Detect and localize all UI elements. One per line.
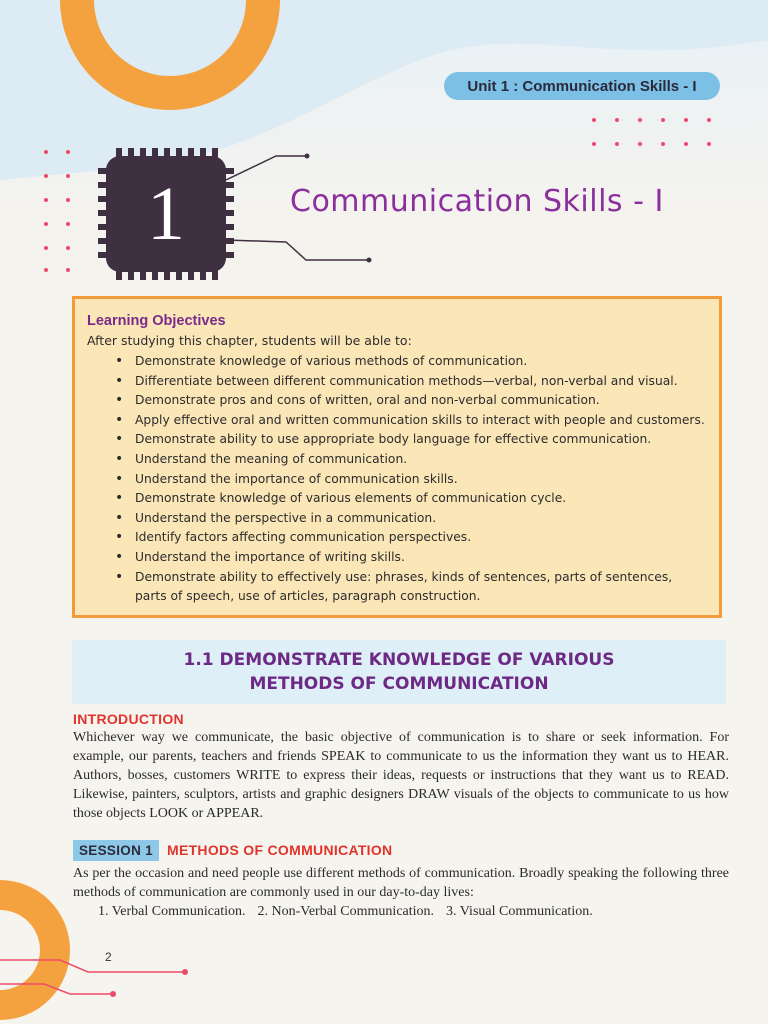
left-dot-grid-decoration <box>44 150 84 280</box>
objective-item: • Demonstrate knowledge of various elements of communication cycle. <box>115 489 707 509</box>
objective-item: • Demonstrate pros and cons of written, oral and non-verbal communication. <box>115 391 707 411</box>
section-heading-line-2: METHODS OF COMMUNICATION <box>249 674 549 694</box>
introduction-heading: INTRODUCTION <box>73 711 184 727</box>
objective-item: • Differentiate between different communication methods—verbal, non-verbal and visual. <box>115 372 707 392</box>
unit-label-pill <box>444 72 720 100</box>
section-heading-line-1: 1.1 DEMONSTRATE KNOWLEDGE OF VARIOUS <box>183 650 615 670</box>
section-heading-band <box>72 640 726 704</box>
introduction-paragraph: Whichever way we communicate, the basic objective of communication is to share or seek information. For example, our parents, teachers and friends SPEAK to communicate to us the information they want us to HEAR. Authors, bosses, customers WRITE to express their ideas, requests or instructions that they want us to READ. Likewise, painters, sculptors, artists and graphic designers DRAW visuals of the objects to communicate to us how those objects LOOK or APPEAR. <box>73 730 729 821</box>
methods-list <box>98 904 593 920</box>
session-title: METHODS OF COMMUNICATION <box>166 842 393 858</box>
objective-item: • Identify factors affecting communication perspectives. <box>115 528 707 548</box>
bottom-circuit-decoration <box>0 940 200 1010</box>
chapter-number-chip <box>98 148 234 280</box>
objective-item: • Apply effective oral and written communication skills to interact with people and customers. <box>115 411 707 431</box>
objectives-title: Learning Objectives <box>87 313 226 329</box>
chapter-number: 1 <box>147 171 185 256</box>
method-item: 1. Verbal Communication. <box>98 904 246 919</box>
chapter-title: Communication Skills - I <box>290 184 664 219</box>
objective-item: • Demonstrate ability to effectively use: phrases, kinds of sentences, parts of sentences, parts of speech, use of articles, paragraph construction. <box>115 568 707 607</box>
objective-item: • Understand the importance of communication skills. <box>115 470 707 490</box>
learning-objectives-box <box>72 296 722 618</box>
session-badge: SESSION 1 <box>73 840 159 861</box>
objectives-intro: After studying this chapter, students will be able to: <box>87 333 412 348</box>
objective-item: • Understand the perspective in a communication. <box>115 509 707 529</box>
method-item: 2. Non-Verbal Communication. <box>257 904 435 919</box>
objective-item: • Understand the importance of writing skills. <box>115 548 707 568</box>
objective-item: • Understand the meaning of communication. <box>115 450 707 470</box>
page-number: 2 <box>105 950 112 964</box>
method-item: 3. Visual Communication. <box>446 904 593 919</box>
session-paragraph: As per the occasion and need people use different methods of communication. Broadly speaking the following three methods of communication are commonly used in our day-to-day lives: <box>73 866 729 900</box>
unit-label: Unit 1 : Communication Skills - I <box>467 77 697 95</box>
objectives-list <box>87 352 707 607</box>
session-heading-row <box>73 839 392 861</box>
objective-item: • Demonstrate ability to use appropriate body language for effective communication. <box>115 430 707 450</box>
objective-item: • Demonstrate knowledge of various methods of communication. <box>115 352 707 372</box>
right-dot-grid-decoration <box>592 118 722 148</box>
